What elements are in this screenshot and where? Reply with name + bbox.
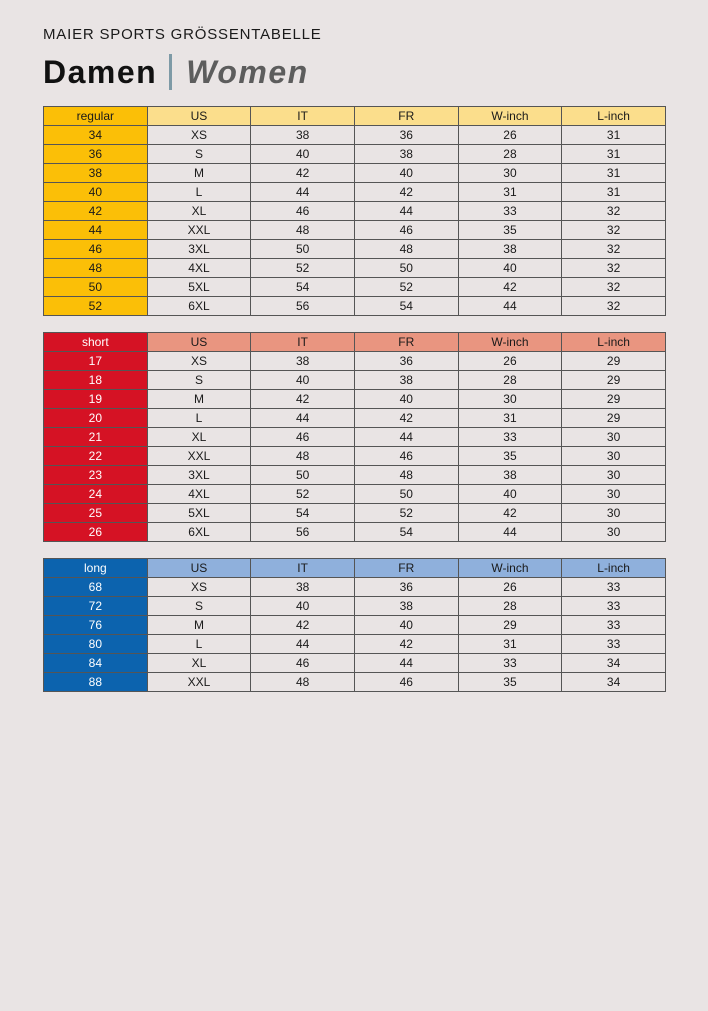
column-header: US [147,333,251,352]
table-cell: 38 [354,371,458,390]
table-cell: 48 [251,673,355,692]
size-code-cell: 23 [44,466,148,485]
table-cell: 40 [354,164,458,183]
table-cell: 29 [458,616,562,635]
table-cell: 48 [251,447,355,466]
size-code-cell: 46 [44,240,148,259]
table-cell: 42 [354,409,458,428]
table-cell: 32 [562,202,666,221]
table-cell: 31 [458,183,562,202]
table-cell: 48 [354,240,458,259]
table-cell: 44 [458,523,562,542]
table-cell: XS [147,352,251,371]
table-row [44,523,666,542]
table-cell: 33 [458,202,562,221]
table-cell: 31 [562,126,666,145]
table-cell: 44 [458,297,562,316]
table-row [44,390,666,409]
column-header: L-inch [562,107,666,126]
size-code-cell: 18 [44,371,148,390]
title-divider [169,54,172,90]
table-row [44,145,666,164]
table-cell: 33 [562,597,666,616]
table-cell: 52 [354,504,458,523]
table-row [44,371,666,390]
table-cell: 30 [562,466,666,485]
table-cell: 26 [458,126,562,145]
table-cell: 32 [562,221,666,240]
table-cell: M [147,390,251,409]
table-cell: 42 [354,635,458,654]
table-cell: 44 [251,183,355,202]
table-cell: 35 [458,447,562,466]
table-cell: 38 [458,466,562,485]
table-row [44,597,666,616]
table-row [44,428,666,447]
table-cell: 50 [354,259,458,278]
table-cell: 33 [458,654,562,673]
column-header: W-inch [458,107,562,126]
size-code-cell: 68 [44,578,148,597]
table-cell: 36 [354,126,458,145]
size-code-cell: 22 [44,447,148,466]
table-cell: 4XL [147,485,251,504]
table-row [44,673,666,692]
table-cell: 38 [458,240,562,259]
table-cell: 42 [458,278,562,297]
size-code-cell: 88 [44,673,148,692]
table-row [44,259,666,278]
table-cell: 30 [562,485,666,504]
table-cell: 31 [562,145,666,164]
table-cell: 40 [251,597,355,616]
column-header: IT [251,107,355,126]
table-cell: 42 [458,504,562,523]
table-cell: 31 [458,635,562,654]
column-header: US [147,559,251,578]
size-code-cell: 76 [44,616,148,635]
page-title [43,52,309,92]
table-row [44,183,666,202]
table-cell: 29 [562,390,666,409]
table-cell: XS [147,126,251,145]
table-cell: 42 [251,390,355,409]
table-cell: XXL [147,221,251,240]
table-cell: 35 [458,673,562,692]
table-cell: XS [147,578,251,597]
table-cell: 50 [354,485,458,504]
table-cell: 31 [458,409,562,428]
column-header: IT [251,559,355,578]
table-cell: S [147,597,251,616]
table-cell: 5XL [147,278,251,297]
table-cell: 31 [562,164,666,183]
table-cell: 4XL [147,259,251,278]
table-row [44,635,666,654]
table-row [44,126,666,145]
table-cell: 40 [354,616,458,635]
table-cell: 30 [458,390,562,409]
table-row [44,278,666,297]
column-header: FR [354,559,458,578]
table-cell: 46 [251,202,355,221]
table-row [44,447,666,466]
table-cell: 46 [354,447,458,466]
column-header: FR [354,333,458,352]
table-cell: 35 [458,221,562,240]
title-german: Damen [43,53,158,90]
column-header: regular [44,107,148,126]
table-cell: 56 [251,297,355,316]
column-header: W-inch [458,333,562,352]
table-header-row [44,559,666,578]
table-header-row [44,107,666,126]
size-code-cell: 17 [44,352,148,371]
table-cell: 38 [251,126,355,145]
table-cell: 46 [251,428,355,447]
table-cell: 29 [562,352,666,371]
table-cell: 40 [458,485,562,504]
table-cell: L [147,409,251,428]
table-row [44,409,666,428]
table-row [44,616,666,635]
table-cell: 30 [562,523,666,542]
table-cell: 54 [251,504,355,523]
table-cell: 26 [458,352,562,371]
size-code-cell: 36 [44,145,148,164]
size-code-cell: 84 [44,654,148,673]
table-cell: 44 [251,409,355,428]
size-code-cell: 26 [44,523,148,542]
table-cell: 28 [458,371,562,390]
brand-heading: MAIER SPORTS GRÖSSENTABELLE [43,26,322,43]
table-cell: 42 [251,164,355,183]
table-cell: 32 [562,240,666,259]
column-header: L-inch [562,559,666,578]
table-cell: 54 [251,278,355,297]
column-header: US [147,107,251,126]
column-header: W-inch [458,559,562,578]
table-cell: 32 [562,278,666,297]
table-cell: 36 [354,352,458,371]
table-cell: M [147,164,251,183]
size-table-regular [43,106,666,316]
size-code-cell: 24 [44,485,148,504]
column-header: IT [251,333,355,352]
size-code-cell: 34 [44,126,148,145]
table-cell: 28 [458,145,562,164]
table-row [44,578,666,597]
table-row [44,221,666,240]
table-row [44,164,666,183]
table-cell: 54 [354,297,458,316]
table-cell: 38 [354,145,458,164]
size-code-cell: 44 [44,221,148,240]
table-cell: 30 [562,447,666,466]
column-header: long [44,559,148,578]
table-row [44,297,666,316]
table-cell: L [147,635,251,654]
table-cell: 44 [251,635,355,654]
table-row [44,466,666,485]
table-cell: 50 [251,466,355,485]
size-code-cell: 25 [44,504,148,523]
table-cell: 42 [251,616,355,635]
table-cell: M [147,616,251,635]
table-row [44,504,666,523]
table-row [44,654,666,673]
column-header: short [44,333,148,352]
table-cell: 48 [251,221,355,240]
table-cell: S [147,371,251,390]
table-cell: 46 [354,673,458,692]
table-cell: 44 [354,654,458,673]
size-table-long [43,558,666,692]
table-cell: S [147,145,251,164]
table-cell: 31 [562,183,666,202]
table-cell: 42 [354,183,458,202]
size-code-cell: 38 [44,164,148,183]
table-cell: 40 [354,390,458,409]
table-cell: XXL [147,447,251,466]
table-cell: 28 [458,597,562,616]
table-cell: 6XL [147,297,251,316]
table-cell: 3XL [147,466,251,485]
table-cell: L [147,183,251,202]
table-cell: 30 [458,164,562,183]
size-code-cell: 40 [44,183,148,202]
table-cell: 3XL [147,240,251,259]
table-cell: XXL [147,673,251,692]
table-cell: 52 [251,259,355,278]
size-code-cell: 52 [44,297,148,316]
size-code-cell: 19 [44,390,148,409]
table-cell: 6XL [147,523,251,542]
size-code-cell: 80 [44,635,148,654]
size-code-cell: 50 [44,278,148,297]
size-code-cell: 48 [44,259,148,278]
table-cell: 44 [354,202,458,221]
table-cell: XL [147,202,251,221]
table-cell: 33 [458,428,562,447]
table-cell: 50 [251,240,355,259]
table-cell: 40 [458,259,562,278]
title-english: Women [186,53,309,90]
table-cell: 26 [458,578,562,597]
table-cell: 44 [354,428,458,447]
table-cell: 46 [251,654,355,673]
table-cell: 38 [354,597,458,616]
table-cell: 52 [354,278,458,297]
size-code-cell: 42 [44,202,148,221]
table-cell: XL [147,428,251,447]
table-cell: 54 [354,523,458,542]
table-cell: 30 [562,428,666,447]
table-cell: 33 [562,635,666,654]
table-cell: 29 [562,371,666,390]
table-cell: 32 [562,297,666,316]
table-cell: 36 [354,578,458,597]
table-row [44,485,666,504]
size-code-cell: 72 [44,597,148,616]
table-cell: 5XL [147,504,251,523]
table-cell: 38 [251,578,355,597]
table-header-row [44,333,666,352]
table-row [44,240,666,259]
table-cell: 30 [562,504,666,523]
size-code-cell: 20 [44,409,148,428]
table-cell: 29 [562,409,666,428]
table-cell: XL [147,654,251,673]
table-cell: 34 [562,654,666,673]
size-table-short [43,332,666,542]
table-row [44,352,666,371]
table-cell: 40 [251,145,355,164]
table-cell: 46 [354,221,458,240]
size-code-cell: 21 [44,428,148,447]
table-cell: 33 [562,578,666,597]
table-cell: 38 [251,352,355,371]
table-row [44,202,666,221]
table-cell: 48 [354,466,458,485]
column-header: FR [354,107,458,126]
table-cell: 52 [251,485,355,504]
table-cell: 33 [562,616,666,635]
column-header: L-inch [562,333,666,352]
table-cell: 32 [562,259,666,278]
table-cell: 34 [562,673,666,692]
table-cell: 40 [251,371,355,390]
table-cell: 56 [251,523,355,542]
